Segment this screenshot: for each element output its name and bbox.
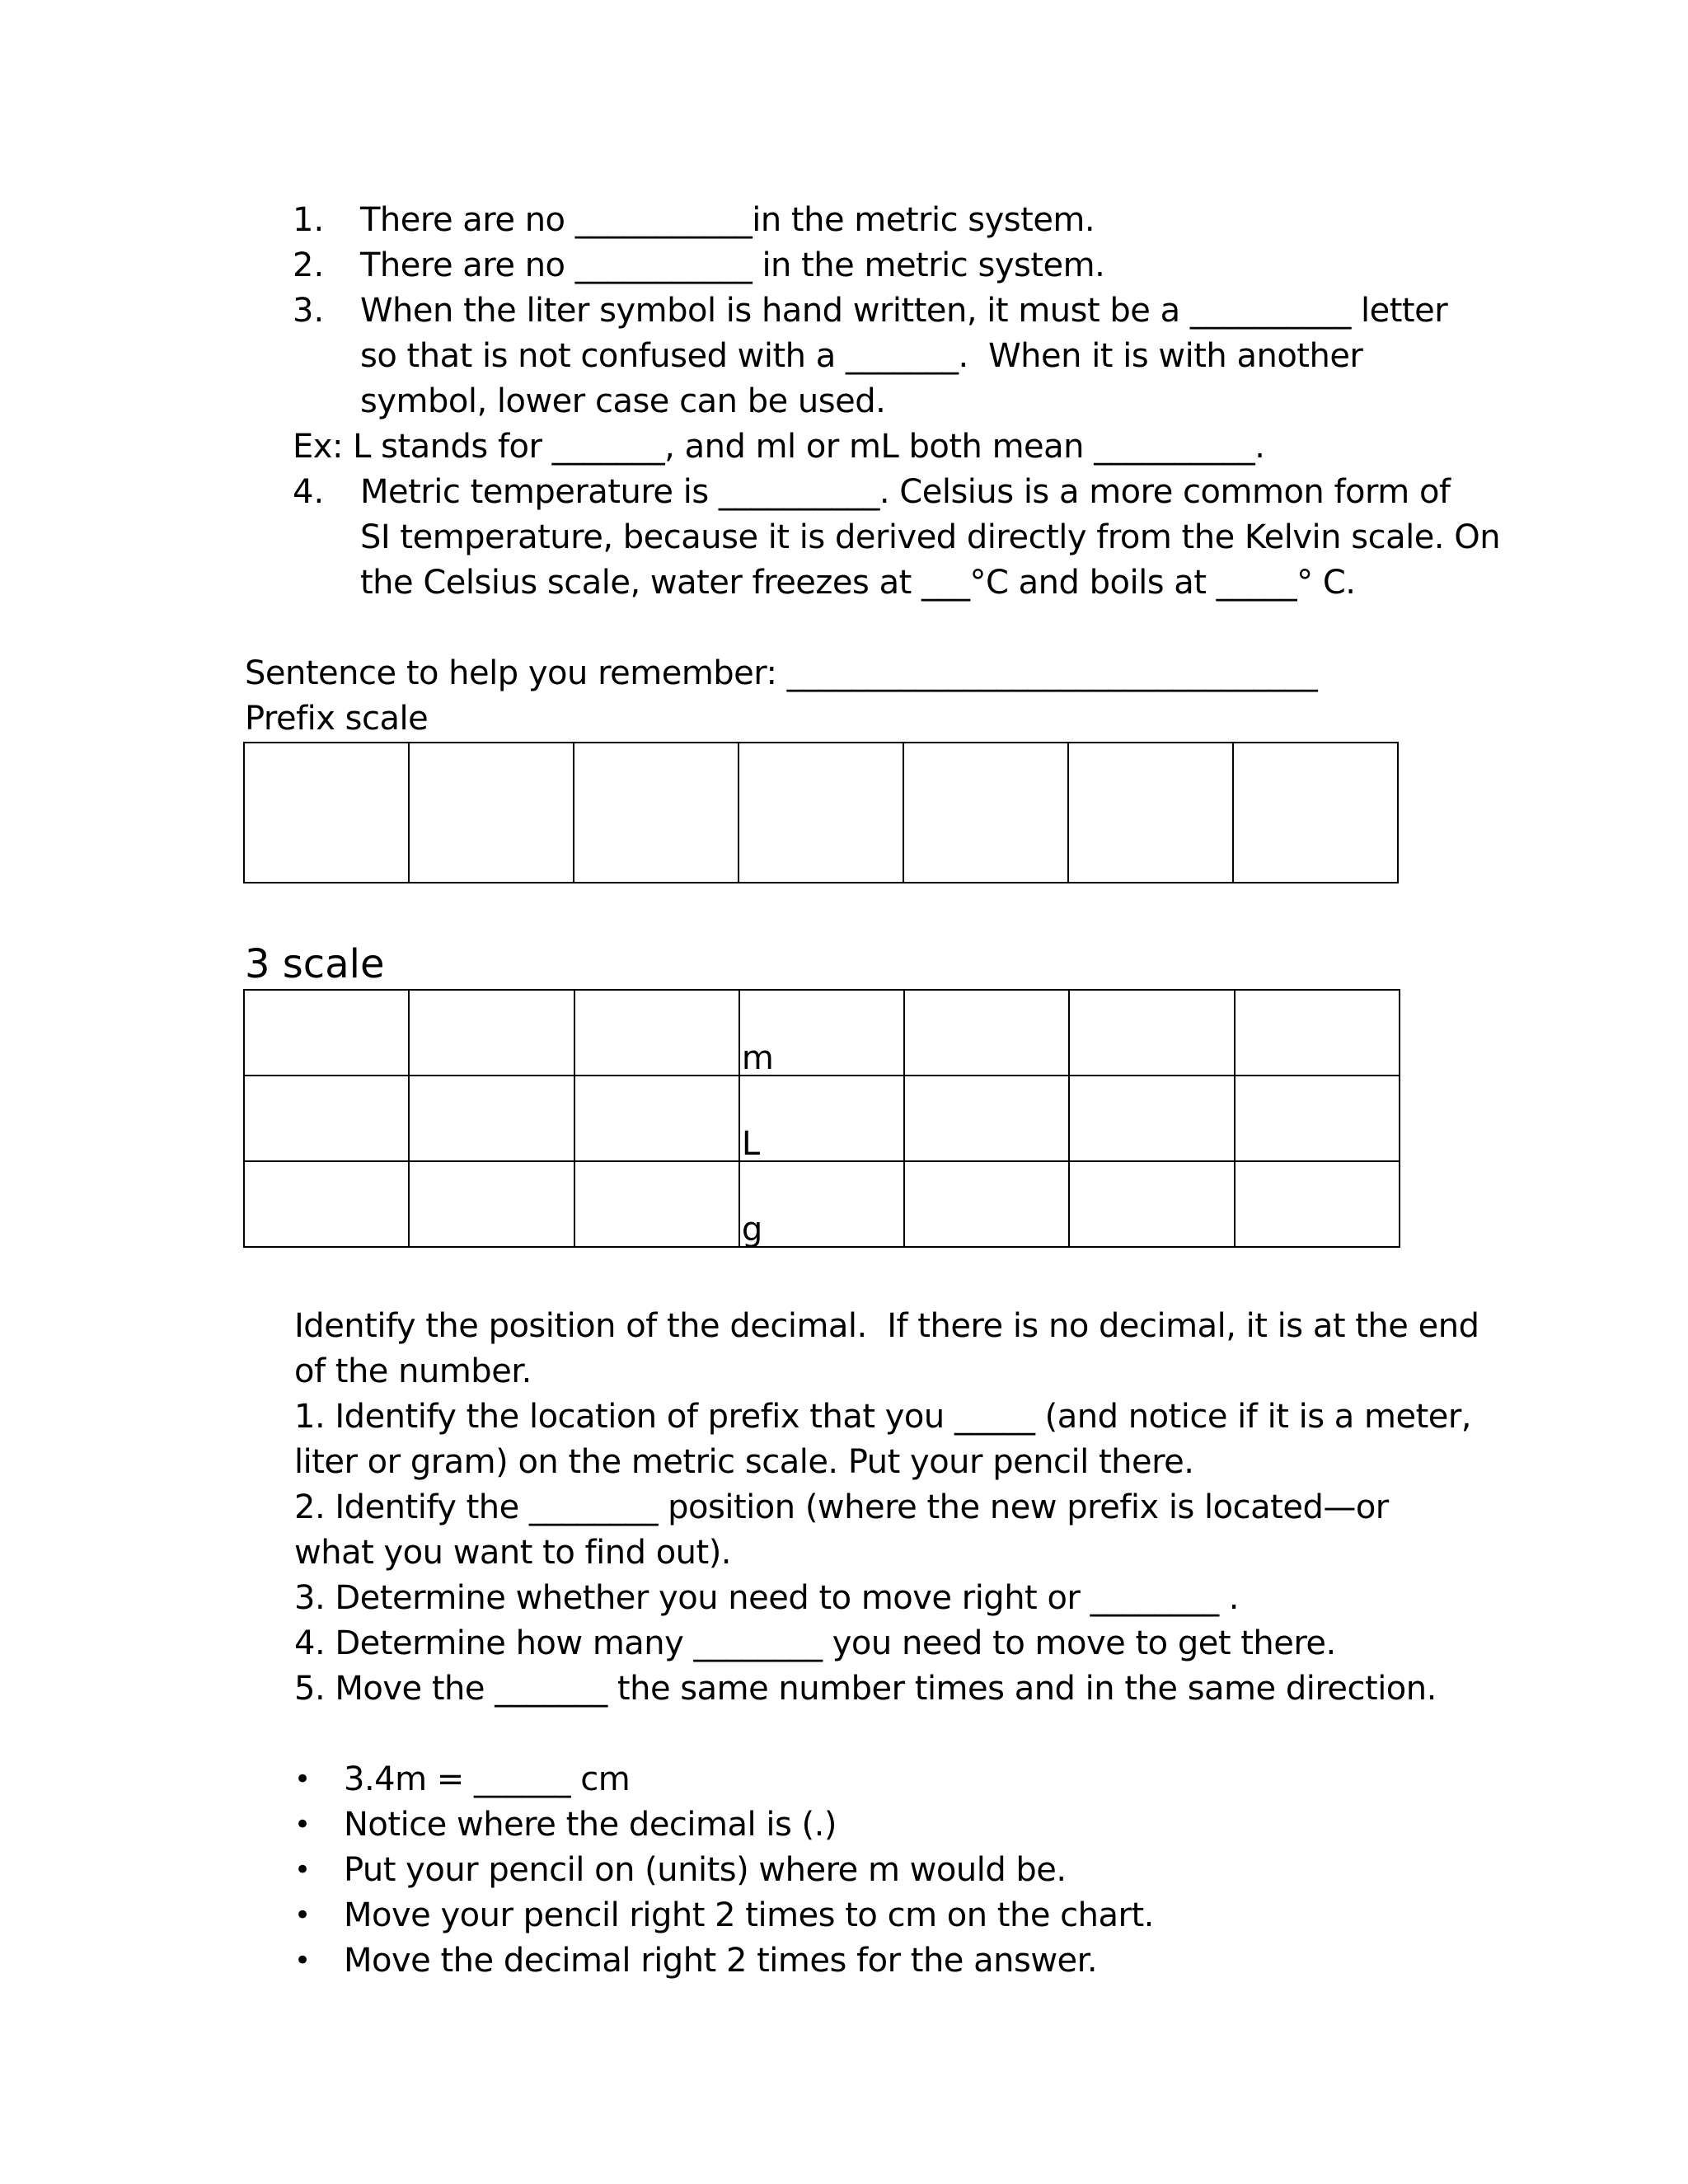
three-scale-cell [1235, 1161, 1400, 1247]
question-4-number: 4. [293, 473, 325, 511]
three-scale-cell [904, 990, 1069, 1076]
three-scale-row-liter [244, 1076, 1400, 1161]
question-3-line-2: so that is not confused with a _______. When it is with another [360, 337, 1363, 375]
instructions-step-2-line-2: what you want to find out). [294, 1534, 732, 1572]
question-1-text: There are no ___________in the metric system. [360, 201, 1095, 239]
three-scale-cell [409, 990, 574, 1076]
three-scale-cell [904, 1076, 1069, 1161]
list-item: Put your pencil on (units) where m would be. [344, 1851, 1067, 1889]
three-scale-row-meter [244, 990, 1400, 1076]
bullet-icon: • [294, 1944, 312, 1977]
question-2-text: There are no ___________ in the metric system. [360, 246, 1105, 284]
three-scale-table [243, 989, 1400, 1248]
liter-symbol: L [741, 1125, 761, 1163]
prefix-scale-table [243, 742, 1399, 883]
bullet-icon: • [294, 1808, 312, 1841]
three-scale-cell [904, 1161, 1069, 1247]
three-scale-cell [574, 1076, 739, 1161]
three-scale-cell [244, 990, 409, 1076]
gram-symbol: g [741, 1211, 763, 1249]
instructions-intro-line-2: of the number. [294, 1352, 532, 1390]
prefix-scale-row [244, 743, 1398, 883]
three-scale-cell-base [739, 1076, 904, 1161]
prefix-scale-cell [409, 743, 574, 883]
sentence-prompt: Sentence to help you remember: _________________________________ [245, 654, 1318, 692]
instructions-intro-line-1: Identify the position of the decimal. If there is no decimal, it is at the end [294, 1307, 1479, 1345]
three-scale-cell [244, 1161, 409, 1247]
three-scale-cell [244, 1076, 409, 1161]
question-3-number: 3. [293, 292, 325, 330]
question-4-line-2: SI temperature, because it is derived directly from the Kelvin scale. On [360, 518, 1501, 556]
prefix-scale-cell [738, 743, 903, 883]
instructions-step-5: 5. Move the _______ the same number times and in the same direction. [294, 1670, 1437, 1708]
three-scale-cell [1069, 1076, 1234, 1161]
prefix-scale-cell [1233, 743, 1398, 883]
list-item: 3.4m = ______ cm [344, 1760, 631, 1798]
three-scale-cell [1235, 990, 1400, 1076]
bullet-icon: • [294, 1763, 312, 1796]
three-scale-cell-base [739, 990, 904, 1076]
list-item: Move the decimal right 2 times for the answer. [344, 1942, 1098, 1980]
meter-symbol: m [741, 1039, 774, 1077]
three-scale-cell [574, 990, 739, 1076]
instructions-step-1-line-1: 1. Identify the location of prefix that you _____ (and notice if it is a meter, [294, 1398, 1472, 1436]
three-scale-cell [1069, 990, 1234, 1076]
instructions-step-2-line-1: 2. Identify the ________ position (where the new prefix is located—or [294, 1488, 1389, 1526]
question-2-number: 2. [293, 246, 325, 284]
bullet-icon: • [294, 1854, 312, 1886]
instructions-step-4: 4. Determine how many ________ you need to move to get there. [294, 1624, 1336, 1662]
three-scale-title: 3 scale [245, 941, 385, 987]
instructions-step-3: 3. Determine whether you need to move right or ________ . [294, 1579, 1240, 1617]
question-3-line-1: When the liter symbol is hand written, it must be a __________ letter [360, 292, 1448, 330]
example-line: Ex: L stands for _______, and ml or mL both mean __________. [293, 428, 1265, 466]
prefix-scale-cell [1068, 743, 1233, 883]
bullet-icon: • [294, 1899, 312, 1932]
question-4-line-1: Metric temperature is __________. Celsius is a more common form of [360, 473, 1451, 511]
prefix-scale-cell [903, 743, 1068, 883]
prefix-scale-cell [574, 743, 738, 883]
list-item: Notice where the decimal is (.) [344, 1806, 837, 1844]
prefix-scale-title: Prefix scale [245, 700, 429, 738]
three-scale-cell [1069, 1161, 1234, 1247]
question-4-line-3: the Celsius scale, water freezes at ___°C and boils at _____° C. [360, 564, 1356, 602]
three-scale-cell [409, 1076, 574, 1161]
question-3-line-3: symbol, lower case can be used. [360, 382, 886, 420]
list-item: Move your pencil right 2 times to cm on the chart. [344, 1896, 1154, 1934]
prefix-scale-cell [244, 743, 409, 883]
three-scale-cell-base [739, 1161, 904, 1247]
instructions-step-1-line-2: liter or gram) on the metric scale. Put your pencil there. [294, 1443, 1194, 1481]
three-scale-cell [409, 1161, 574, 1247]
three-scale-cell [1235, 1076, 1400, 1161]
three-scale-cell [574, 1161, 739, 1247]
question-1-number: 1. [293, 201, 325, 239]
three-scale-row-gram [244, 1161, 1400, 1247]
